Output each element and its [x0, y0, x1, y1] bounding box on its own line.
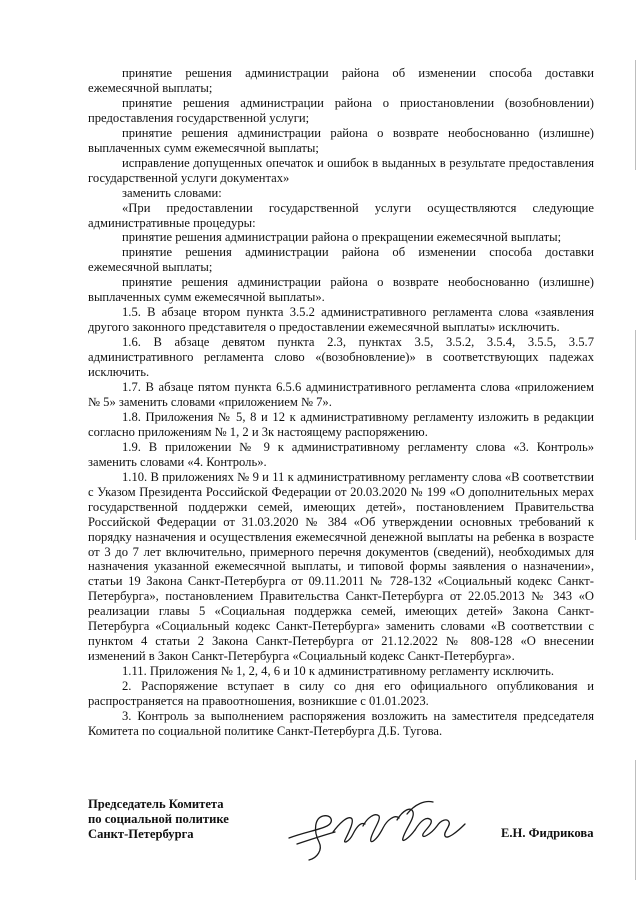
paragraph: 1.9. В приложении № 9 к административному регламенту слова «3. Контроль» заменить словами «4. Контроль».	[88, 439, 594, 469]
signatory-title-line: по социальной политике	[88, 812, 229, 826]
page-edge-line	[635, 60, 636, 170]
page-edge-line	[635, 760, 636, 880]
paragraph: «При предоставлении государственной услуги осуществляются следующие административные процедуры:	[88, 200, 594, 230]
paragraph: принятие решения администрации района о приостановлении (возобновлении) предоставления государственной услуги;	[88, 95, 594, 125]
document-body	[88, 66, 594, 739]
paragraph: 1.10. В приложениях № 9 и 11 к административному регламенту слова «В соответствии с Указом Президента Российской Федерации от 20.03.2020 № 199 «О дополнительных мерах государственной поддержки семей, имеющих детей», постановлением Правительства Российской Федерации от 31.03.2020 № 384 «Об утверждении основных требований к порядку назначения и осуществления ежемесячной денежной выплаты на ребенка в возрасте от 3 до 7 лет включительно, примерного перечня документов (сведений), необходимых для назначения указанной ежемесячной выплаты, и типовой формы заявления о назначении», статьи 19 Закона Санкт-Петербурга от 09.11.2011 № 728-132 «Социальный кодекс Санкт-Петербурга», постановлением Правительства Санкт-Петербурга от 22.05.2013 № 343 «О реализации главы 5 «Социальная поддержка семей, имеющих детей» Закона Санкт-Петербурга «Социальный кодекс Санкт-Петербурга» заменить словами «В соответствии с пунктом 4 статьи 2 Закона Санкт-Петербурга от 21.12.2022 № 808-128 «О внесении изменений в Закон Санкт-Петербурга «Социальный кодекс Санкт-Петербурга».	[88, 469, 594, 664]
paragraph: 2. Распоряжение вступает в силу со дня его официального опубликования и распространяется на правоотношения, возникшие с 01.01.2023.	[88, 679, 594, 709]
paragraph: 1.6. В абзаце девятом пункта 2.3, пунктах 3.5, 3.5.2, 3.5.4, 3.5.5, 3.5.7 административного регламента слово «(возобновление)» в соответствующих падежах исключить.	[88, 335, 594, 380]
paragraph: 1.11. Приложения № 1, 2, 4, 6 и 10 к административному регламенту исключить.	[122, 664, 554, 679]
paragraph: заменить словами:	[122, 185, 222, 200]
paragraph: принятие решения администрации района о возврате необоснованно (излишне) выплаченных сумм ежемесячной выплаты».	[88, 275, 594, 305]
signatory-title-line: Санкт-Петербурга	[88, 827, 194, 841]
paragraph: принятие решения администрации района о прекращении ежемесячной выплаты;	[122, 230, 562, 245]
signatory-title-line: Председатель Комитета	[88, 797, 224, 811]
signatory-name: Е.Н. Фидрикова	[501, 826, 594, 840]
signatory-title	[88, 797, 229, 842]
paragraph: принятие решения администрации района об изменении способа доставки ежемесячной выплаты;	[88, 66, 594, 95]
paragraph: 1.5. В абзаце втором пункта 3.5.2 административного регламента слова «заявления другого законного представителя о предоставлении ежемесячной выплаты» исключить.	[88, 305, 594, 335]
paragraph: 3. Контроль за выполнением распоряжения возложить на заместителя председателя Комитета по социальной политике Санкт-Петербурга Д.Б. Тугова.	[88, 708, 594, 738]
page-edge-line	[635, 330, 636, 540]
paragraph: принятие решения администрации района о возврате необоснованно (излишне) выплаченных сумм ежемесячной выплаты;	[88, 125, 594, 155]
paragraph: 1.8. Приложения № 5, 8 и 12 к административному регламенту изложить в редакции согласно приложениям № 1, 2 и 3к настоящему распоряжению.	[88, 409, 594, 439]
paragraph: исправление допущенных опечаток и ошибок в выданных в результате предоставления государственной услуги документах»	[88, 155, 594, 185]
handwritten-signature	[275, 796, 475, 866]
paragraph: 1.7. В абзаце пятом пункта 6.5.6 административного регламента слова «приложением № 5» заменить словами «приложением № 7».	[88, 380, 594, 409]
paragraph: принятие решения администрации района об изменении способа доставки ежемесячной выплаты;	[88, 245, 594, 275]
